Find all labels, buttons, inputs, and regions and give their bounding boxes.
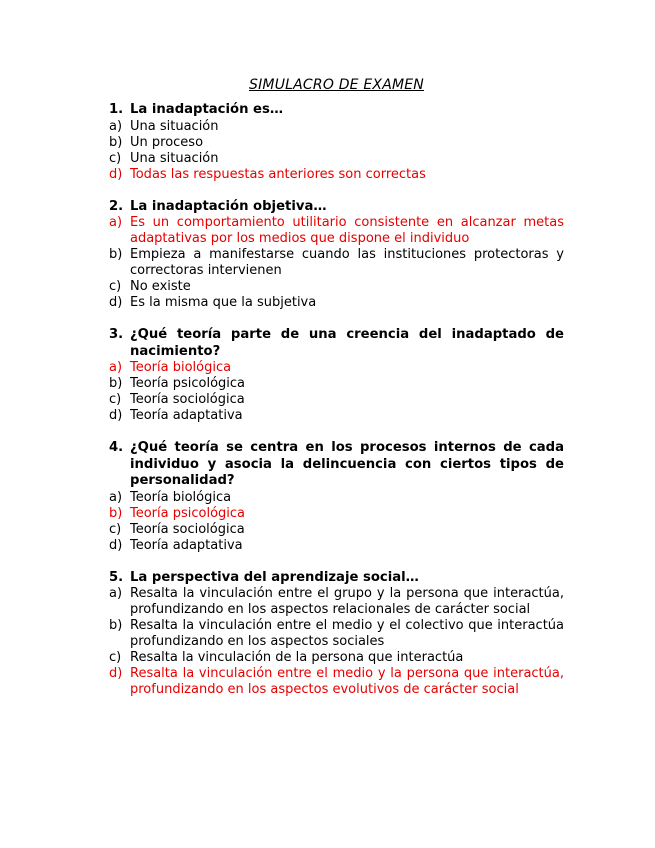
question-5 <box>109 570 564 699</box>
option-text: Teoría biológica <box>130 489 232 505</box>
question-3 <box>109 327 564 424</box>
option-letter: a) <box>109 118 123 134</box>
exam-page <box>109 76 564 714</box>
question-heading <box>109 327 564 360</box>
question-number: 1. <box>109 102 124 117</box>
option-b <box>109 618 564 650</box>
option-letter: a) <box>109 215 123 230</box>
option-text: Teoría adaptativa <box>130 537 243 553</box>
question-heading <box>109 199 564 216</box>
question-text: La inadaptación es… <box>130 102 284 117</box>
question-number: 5. <box>109 569 124 585</box>
question-1 <box>109 102 564 183</box>
option-c <box>109 392 564 408</box>
option-a-correct <box>109 360 564 376</box>
option-letter: b) <box>109 505 123 521</box>
option-a <box>109 119 564 135</box>
option-letter: c) <box>109 650 122 665</box>
question-2 <box>109 199 564 312</box>
option-text: Un proceso <box>130 134 204 150</box>
question-text: ¿Qué teoría se centra en los procesos internos de cada individuo y asocia la delincuencia con ciertos tipos de personalidad? <box>130 440 564 488</box>
option-b <box>109 376 564 392</box>
option-letter: c) <box>109 392 122 407</box>
option-c <box>109 279 564 295</box>
option-text: Una situación <box>130 118 219 134</box>
question-heading <box>109 102 564 119</box>
option-a <box>109 490 564 506</box>
question-number: 3. <box>109 327 124 342</box>
option-letter: d) <box>109 408 123 423</box>
option-c <box>109 650 564 666</box>
question-heading <box>109 440 564 490</box>
option-letter: d) <box>109 537 123 553</box>
option-d-correct <box>109 666 564 698</box>
option-letter: b) <box>109 134 123 150</box>
option-d <box>109 408 564 424</box>
option-d-correct <box>109 167 564 183</box>
question-text: La inadaptación objetiva… <box>130 198 327 214</box>
option-text: Teoría sociológica <box>130 521 245 537</box>
option-text: Teoría biológica <box>130 360 232 375</box>
option-letter: c) <box>109 521 122 537</box>
option-letter: d) <box>109 295 123 310</box>
option-text: Resalta la vinculación de la persona que interactúa <box>130 650 464 665</box>
question-number: 4. <box>109 440 124 455</box>
option-text: Es un comportamiento utilitario consistente en alcanzar metas adaptativas por los medios que dispone el individuo <box>130 215 564 246</box>
option-letter: b) <box>109 247 123 262</box>
option-c <box>109 522 564 538</box>
question-text: ¿Qué teoría parte de una creencia del inadaptado de nacimiento? <box>130 327 564 359</box>
option-b-correct <box>109 506 564 522</box>
option-text: Teoría adaptativa <box>130 408 243 423</box>
option-text: Empieza a manifestarse cuando las instituciones protectoras y correctoras intervienen <box>130 247 564 278</box>
option-text: Resalta la vinculación entre el medio y el colectivo que interactúa profundizando en los aspectos sociales <box>130 618 564 649</box>
option-letter: b) <box>109 376 123 391</box>
question-number: 2. <box>109 198 124 214</box>
option-a <box>109 586 564 618</box>
option-letter: d) <box>109 166 123 182</box>
question-4 <box>109 440 564 554</box>
option-d <box>109 295 564 311</box>
option-text: Una situación <box>130 150 219 166</box>
option-b <box>109 135 564 151</box>
page-title: SIMULACRO DE EXAMEN <box>249 77 424 93</box>
option-letter: c) <box>109 279 122 294</box>
option-text: Teoría psicológica <box>130 376 246 391</box>
option-letter: c) <box>109 150 122 166</box>
option-text: Es la misma que la subjetiva <box>130 295 317 310</box>
option-text: No existe <box>130 279 191 294</box>
option-letter: a) <box>109 360 123 375</box>
option-text: Resalta la vinculación entre el medio y la persona que interactúa, profundizando en los aspectos evolutivos de carácter social <box>130 666 564 697</box>
option-text: Resalta la vinculación entre el grupo y la persona que interactúa, profundizando en los aspectos relacionales de carácter social <box>130 586 564 617</box>
option-b <box>109 247 564 279</box>
option-text: Teoría psicológica <box>130 505 246 521</box>
option-d <box>109 538 564 554</box>
option-letter: a) <box>109 586 123 601</box>
option-c <box>109 151 564 167</box>
option-text: Todas las respuestas anteriores son correctas <box>130 166 426 182</box>
option-letter: a) <box>109 489 123 505</box>
question-heading <box>109 570 564 587</box>
option-a-correct <box>109 215 564 247</box>
option-letter: d) <box>109 666 123 681</box>
option-text: Teoría sociológica <box>130 392 245 407</box>
option-letter: b) <box>109 618 123 633</box>
question-text: La perspectiva del aprendizaje social… <box>130 569 419 585</box>
